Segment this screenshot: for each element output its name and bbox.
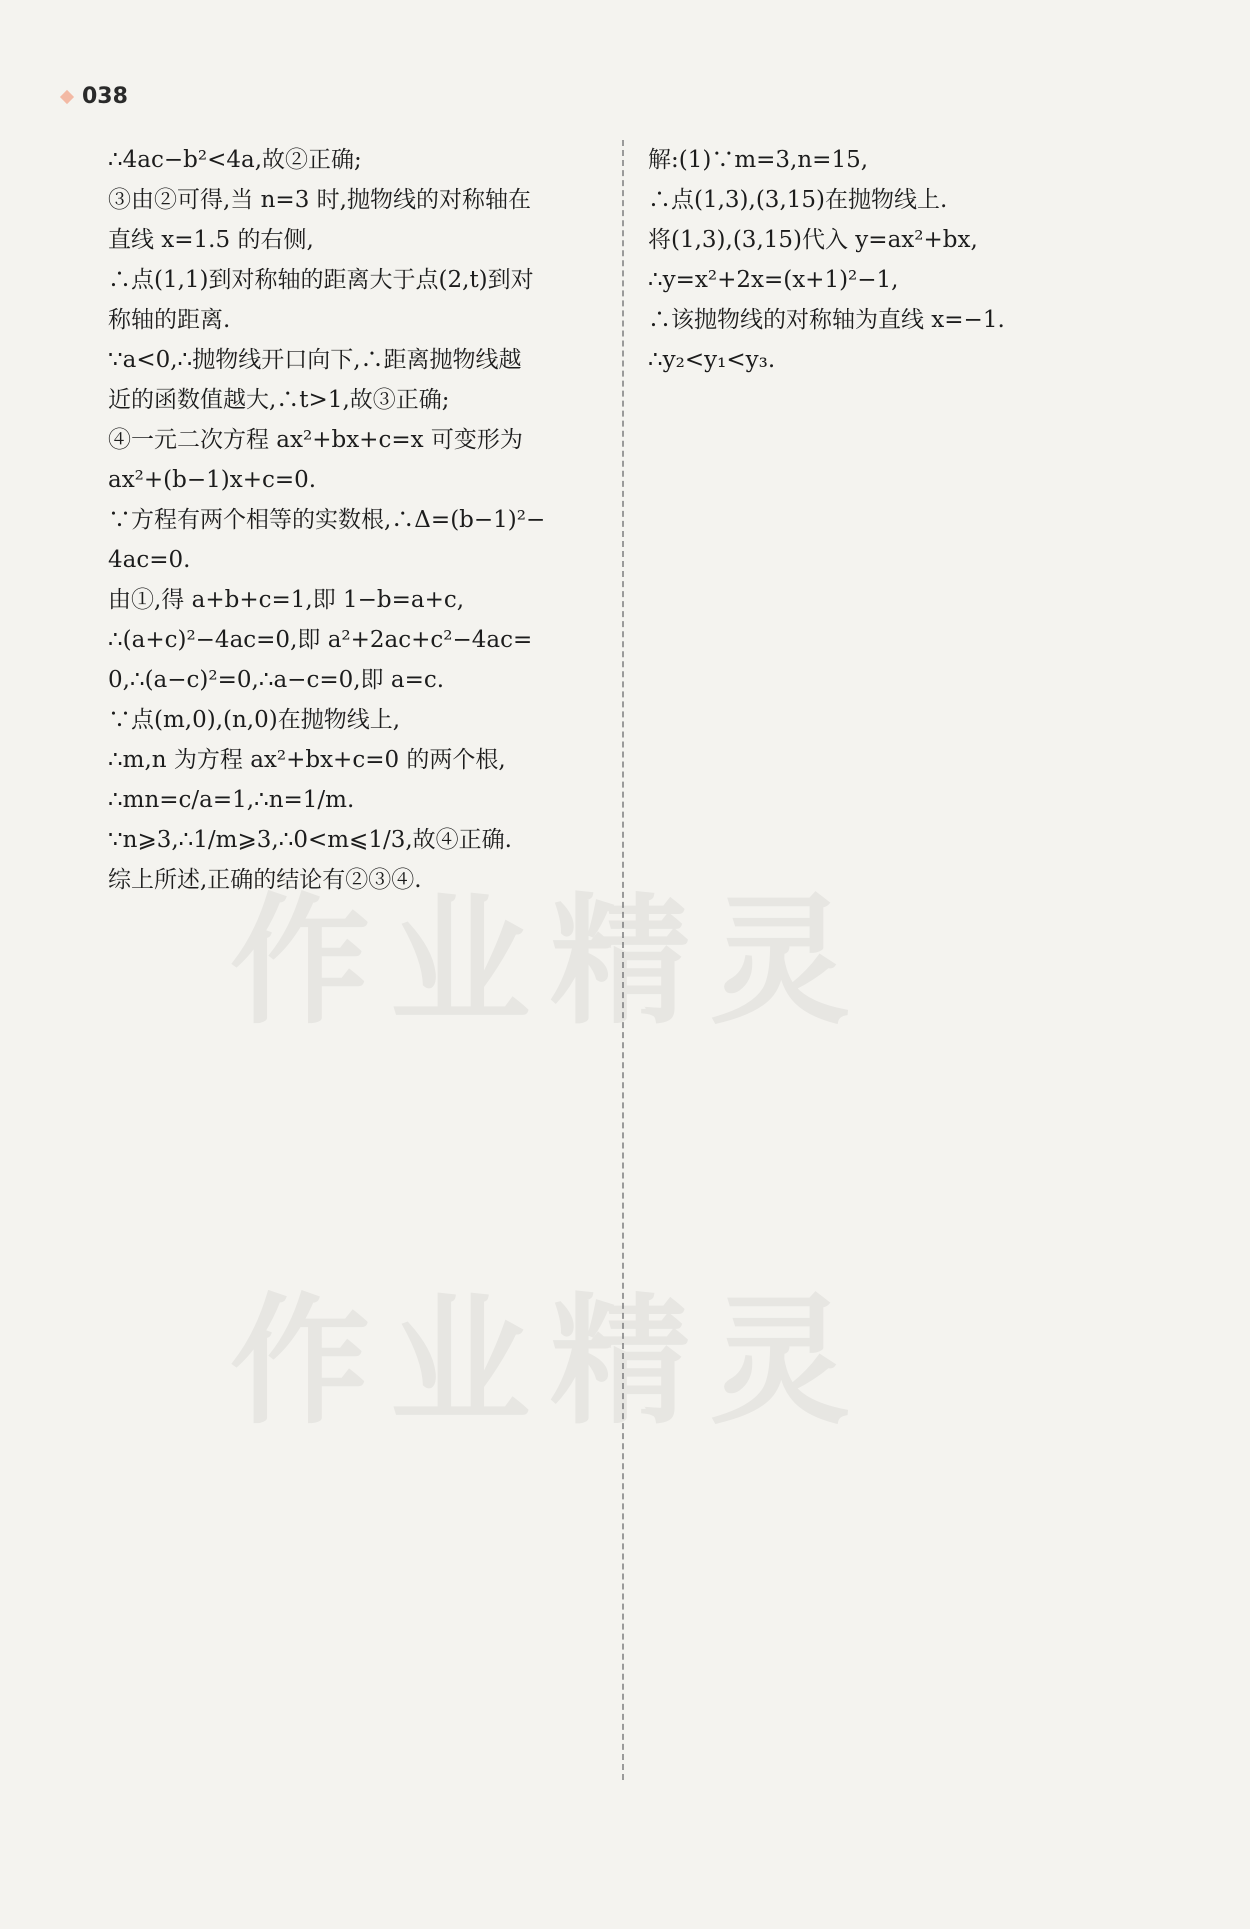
text-line: ∵点(m,0),(n,0)在抛物线上, [108,707,401,733]
text-line: ∴(a+c)²−4ac=0,即 a²+2ac+c²−4ac= [108,627,533,653]
text-line: ax²+(b−1)x+c=0. [108,467,317,493]
text-line: ∵n⩾3,∴1/m⩾3,∴0<m⩽1/3,故④正确. [108,827,512,853]
text-line: 4ac=0. [108,547,191,573]
text-line: 综上所述,正确的结论有②③④. [108,867,422,893]
text-line: ∴点(1,1)到对称轴的距离大于点(2,t)到对 [108,267,534,293]
text-line: ∴m,n 为方程 ax²+bx+c=0 的两个根, [108,747,506,773]
text-line: 近的函数值越大,∴t>1,故③正确; [108,387,450,413]
text-line: ∵a<0,∴抛物线开口向下,∴距离抛物线越 [108,347,522,373]
watermark: 作业精灵 [230,881,871,1044]
text-line: 将(1,3),(3,15)代入 y=ax²+bx, [648,227,978,253]
column-divider [622,140,624,1780]
text-line: 称轴的距离. [108,307,231,333]
diamond-icon [60,90,74,104]
right-column [648,140,1158,380]
text-line: ∴y=x²+2x=(x+1)²−1, [648,267,899,293]
text-line: ∵方程有两个相等的实数根,∴Δ=(b−1)²− [108,507,546,533]
text-line: 解:(1)∵m=3,n=15, [648,147,869,173]
left-column [108,140,618,900]
text-line: ④一元二次方程 ax²+bx+c=x 可变形为 [108,427,523,453]
text-line: ∴点(1,3),(3,15)在抛物线上. [648,187,948,213]
page-number: 038 [62,84,128,109]
text-line: 直线 x=1.5 的右侧, [108,227,314,253]
text-line: ∴mn=c/a=1,∴n=1/m. [108,787,355,813]
text-line: ∴4ac−b²<4a,故②正确; [108,147,362,173]
text-line: ∴y₂<y₁<y₃. [648,347,776,373]
text-line: ③由②可得,当 n=3 时,抛物线的对称轴在 [108,187,531,213]
watermark: 作业精灵 [230,1281,871,1444]
text-line: ∴该抛物线的对称轴为直线 x=−1. [648,307,1005,333]
text-line: 0,∴(a−c)²=0,∴a−c=0,即 a=c. [108,667,445,693]
text-line: 由①,得 a+b+c=1,即 1−b=a+c, [108,587,465,613]
